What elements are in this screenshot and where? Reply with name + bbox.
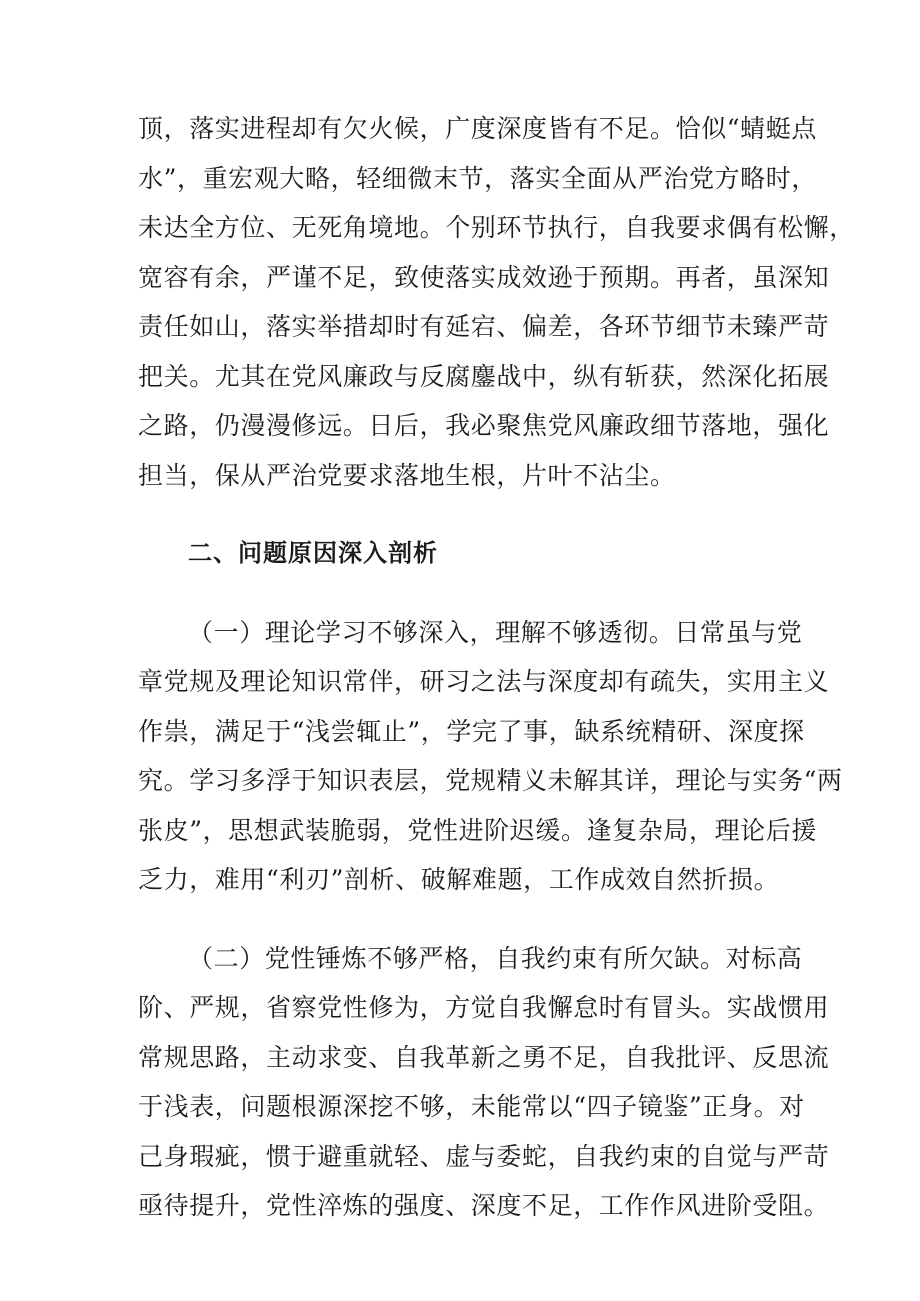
paragraph-line: 顶，落实进程却有欠火候，广度深度皆有不足。恰似“蜻蜓点 xyxy=(138,114,817,143)
paragraph-line: 乏力，难用“利刃”剖析、破解难题，工作成效自然折损。 xyxy=(138,865,780,894)
paragraph-line: （二）党性锤炼不够严格，自我约束有所欠缺。对标高 xyxy=(188,943,803,973)
paragraph-line: 宽容有余，严谨不足，致使落实成效逊于预期。再者，虽深知 xyxy=(138,262,830,292)
paragraph-line: 常规思路，主动求变、自我革新之勇不足，自我批评、反思流 xyxy=(138,1042,830,1072)
paragraph-line: 究。学习多浮于知识表层，党规精义未解其详，理论与实务“两 xyxy=(138,766,843,795)
paragraph-2 xyxy=(138,608,843,905)
paragraph-3 xyxy=(138,934,830,1231)
paragraph-line: 未达全方位、无死角境地。个别环节执行，自我要求偶有松懈， xyxy=(138,213,855,242)
paragraph-line: 担当，保从严治党要求落地生根，片叶不沾尘。 xyxy=(138,460,676,490)
document-body xyxy=(138,104,855,1231)
section-heading: 二、问题原因深入剖析 xyxy=(188,539,438,567)
paragraph-line: 责任如山，落实举措却时有延宕、偏差，各环节细节未臻严苛 xyxy=(138,312,830,341)
paragraph-spacer xyxy=(138,500,798,529)
paragraph-line: （一）理论学习不够深入，理解不够透彻。日常虽与党 xyxy=(188,617,803,647)
paragraph-line: 之路，仍漫漫修远。日后，我必聚焦党风廉政细节落地，强化 xyxy=(138,411,830,440)
paragraph-line: 阶、严规，省察党性修为，方觉自我懈怠时有冒头。实战惯用 xyxy=(138,993,830,1022)
paragraph-line: 作祟，满足于“浅尝辄止”，学完了事，缺系统精研、深度探 xyxy=(138,716,805,746)
paragraph-spacer xyxy=(138,579,798,608)
paragraph-line: 己身瑕疵，惯于避重就轻、虚与委蛇，自我约束的自觉与严苛 xyxy=(138,1141,830,1171)
paragraph-line: 章党规及理论知识常伴，研习之法与深度却有疏失，实用主义 xyxy=(138,667,830,696)
paragraph-spacer xyxy=(138,905,798,934)
paragraph-line: 于浅表，问题根源深挖不够，未能常以“四子镜鉴”正身。对 xyxy=(138,1092,805,1121)
paragraph-line: 水”，重宏观大略，轻细微末节，落实全面从严治党方略时， xyxy=(138,163,817,193)
paragraph-line: 张皮”，思想武装脆弱，党性进阶迟缓。逢复杂局，理论后援 xyxy=(138,815,817,845)
paragraph-1 xyxy=(138,104,855,500)
paragraph-line: 把关。尤其在党风廉政与反腐鏖战中，纵有斩获，然深化拓展 xyxy=(138,361,830,391)
paragraph-line: 亟待提升，党性淬炼的强度、深度不足，工作作风进阶受阻。 xyxy=(138,1191,830,1220)
